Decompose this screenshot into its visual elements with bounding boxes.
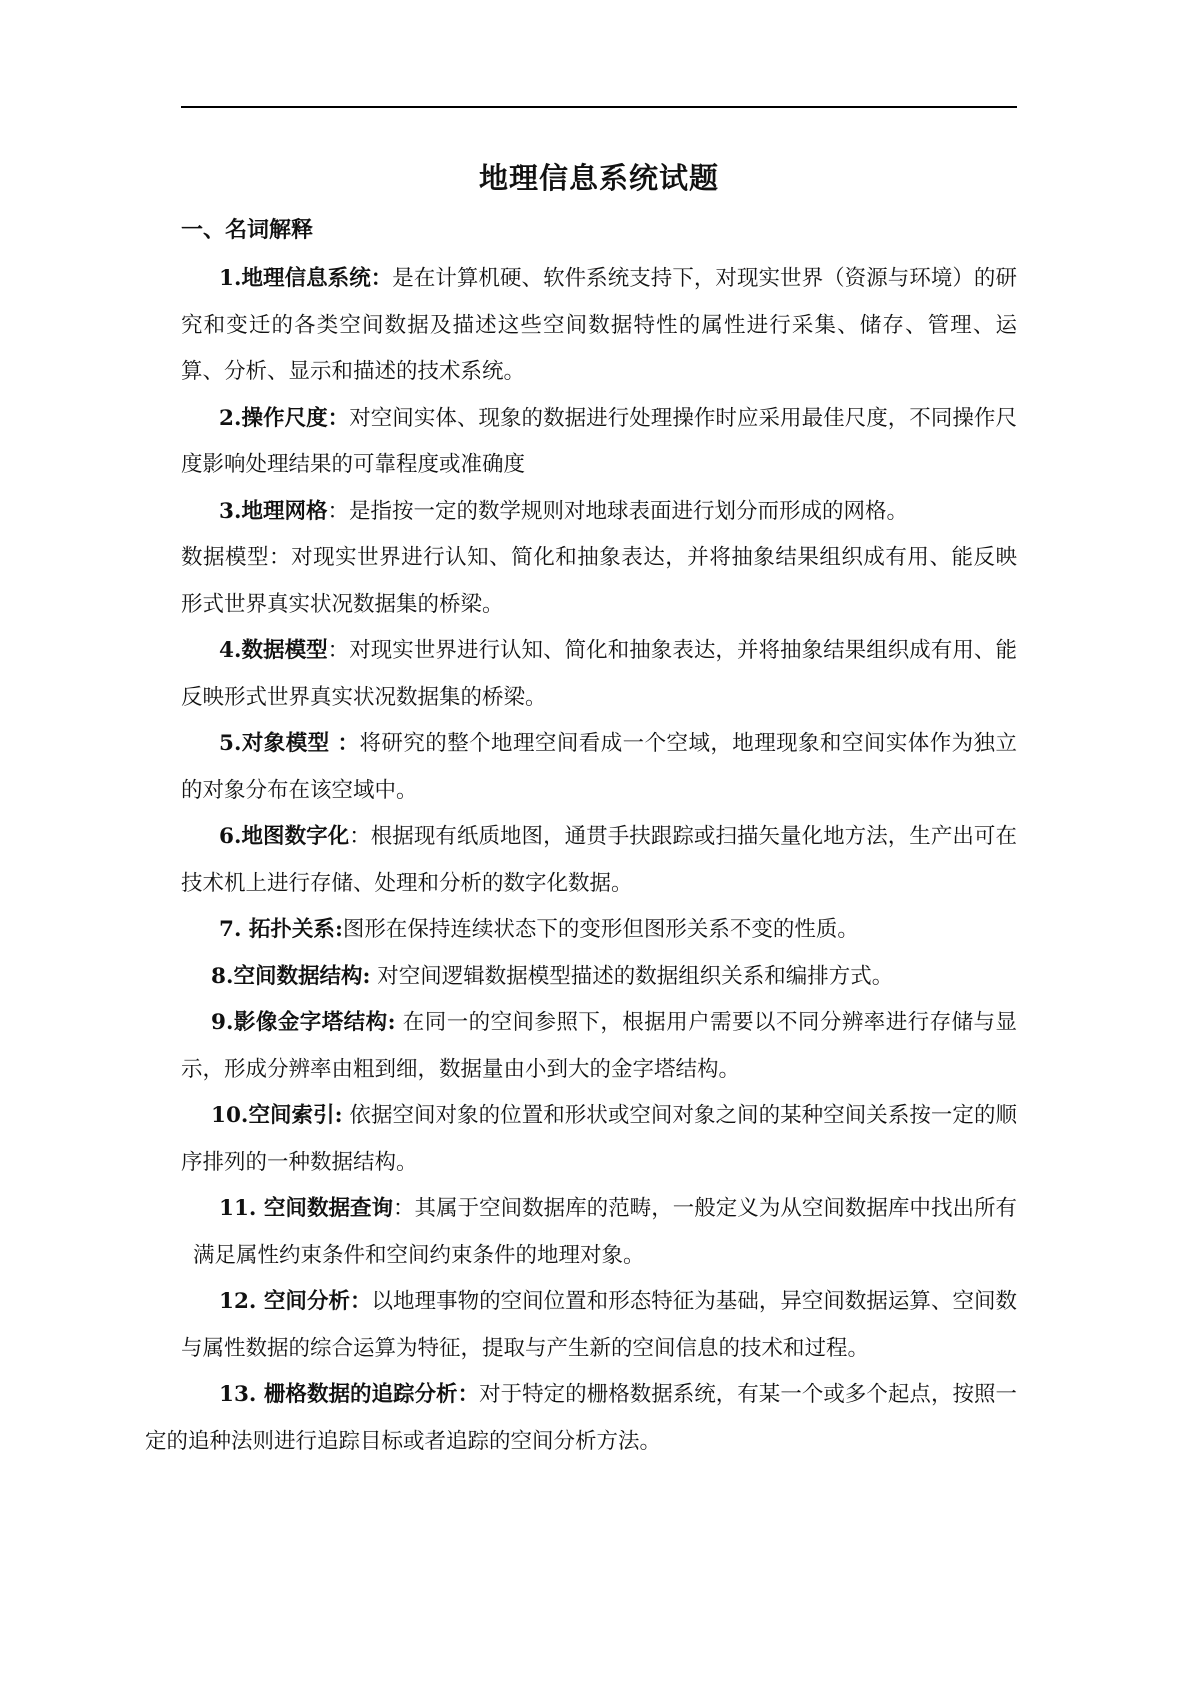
term-separator: ： xyxy=(327,638,350,663)
definition-text: 对现实世界进行认知、简化和抽象表达，并将抽象结果组织成有用、能反映形式世界真实状况数据集的桥梁。 xyxy=(181,638,1017,710)
definition-entry xyxy=(181,1093,1017,1186)
term-separator: ： xyxy=(393,1196,415,1221)
definition-text: 对空间实体、现象的数据进行处理操作时应采用最佳尺度，不同操作尺度影响处理结果的可靠程度或准确度 xyxy=(181,405,1017,477)
definition-text: 在同一的空间参照下，根据用户需要以不同分辨率进行存储与显示，形成分辨率由粗到细，数据量由小到大的金字塔结构。 xyxy=(181,1010,1017,1082)
definition-entry xyxy=(181,1186,1017,1279)
term-separator: ： xyxy=(457,1382,480,1407)
definition-text: 是在计算机硬、软件系统支持下，对现实世界（资源与环境）的研究和变迁的各类空间数据及描述这些空间数据特性的属性进行采集、储存、管理、运算、分析、显示和描述的技术系统。 xyxy=(181,266,1017,384)
definition-text: 对于特定的栅格数据系统，有某一个或多个起点，按照一定的追种法则进行追踪目标或者追踪的空间分析方法。 xyxy=(145,1382,1017,1454)
definition-text: 是指按一定的数学规则对地球表面进行划分而形成的网格。 xyxy=(348,498,908,524)
definition-term: 9.影像金字塔结构 xyxy=(211,1010,388,1035)
definition-term: 2.操作尺度 xyxy=(219,405,328,431)
definition-term: 4.数据模型 xyxy=(219,638,328,663)
definition-text: 对空间逻辑数据模型描述的数据组织关系和编排方式。 xyxy=(370,963,894,989)
definition-entry xyxy=(181,256,1017,396)
definition-entry xyxy=(181,1000,1017,1093)
header-rule xyxy=(181,106,1017,108)
definition-entry xyxy=(181,721,1017,814)
definition-term: 1.地理信息系统 xyxy=(219,266,371,291)
section-heading: 一、名词解释 xyxy=(181,217,314,243)
term-separator: : xyxy=(387,1010,396,1035)
term-separator: ： xyxy=(327,405,350,431)
definition-list xyxy=(145,256,1017,1465)
definition-term: 5.对象模型 xyxy=(219,731,330,756)
definition-text: 其属于空间数据库的范畴，一般定义为从空间数据库中找出所有满足属性约束条件和空间约束条件的地理对象。 xyxy=(193,1196,1017,1268)
definition-term: 13. 栅格数据的追踪分析 xyxy=(219,1382,458,1407)
definition-entry xyxy=(181,396,1017,489)
definition-term: 3.地理网格 xyxy=(219,498,328,524)
definition-note xyxy=(181,535,1017,628)
term-separator: : xyxy=(334,1103,343,1128)
definition-term: 7. 拓扑关系 xyxy=(219,917,335,942)
definition-entry xyxy=(181,907,1017,954)
definition-entry xyxy=(181,1279,1017,1372)
definition-text: 数据模型：对现实世界进行认知、简化和抽象表达，并将抽象结果组织成有用、能反映形式世界真实状况数据集的桥梁。 xyxy=(181,545,1017,617)
definition-text: 根据现有纸质地图，通贯手扶跟踪或扫描矢量化地方法，生产出可在技术机上进行存储、处理和分析的数字化数据。 xyxy=(181,824,1017,896)
definition-entry xyxy=(145,1372,1017,1465)
term-separator: ： xyxy=(349,1289,372,1314)
definition-entry xyxy=(181,954,1017,1001)
definition-term: 6.地图数字化 xyxy=(219,824,350,849)
definition-term: 11. 空间数据查询 xyxy=(219,1196,394,1221)
definition-term: 12. 空间分析 xyxy=(219,1289,350,1314)
definition-entry xyxy=(181,489,1017,536)
definition-text: 将研究的整个地理空间看成一个空域，地理现象和空间实体作为独立的对象分布在该空域中。 xyxy=(181,731,1017,803)
term-separator: : xyxy=(362,963,371,989)
term-separator: : xyxy=(334,917,343,942)
term-separator: ： xyxy=(349,824,371,849)
definition-entry xyxy=(181,814,1017,907)
definition-term: 10.空间索引 xyxy=(211,1103,335,1128)
definition-text: 图形在保持连续状态下的变形但图形关系不变的性质。 xyxy=(342,917,859,942)
definition-text: 依据空间对象的位置和形状或空间对象之间的某种空间关系按一定的顺序排列的一种数据结构。 xyxy=(181,1103,1017,1175)
term-separator: ： xyxy=(327,498,349,524)
definition-entry xyxy=(181,628,1017,721)
term-separator: ： xyxy=(329,731,360,756)
definition-text: 以地理事物的空间位置和形态特征为基础，异空间数据运算、空间数与属性数据的综合运算为特征，提取与产生新的空间信息的技术和过程。 xyxy=(181,1289,1017,1361)
term-separator: ： xyxy=(370,266,393,291)
document-title: 地理信息系统试题 xyxy=(478,161,719,195)
definition-term: 8.空间数据结构 xyxy=(211,963,363,989)
